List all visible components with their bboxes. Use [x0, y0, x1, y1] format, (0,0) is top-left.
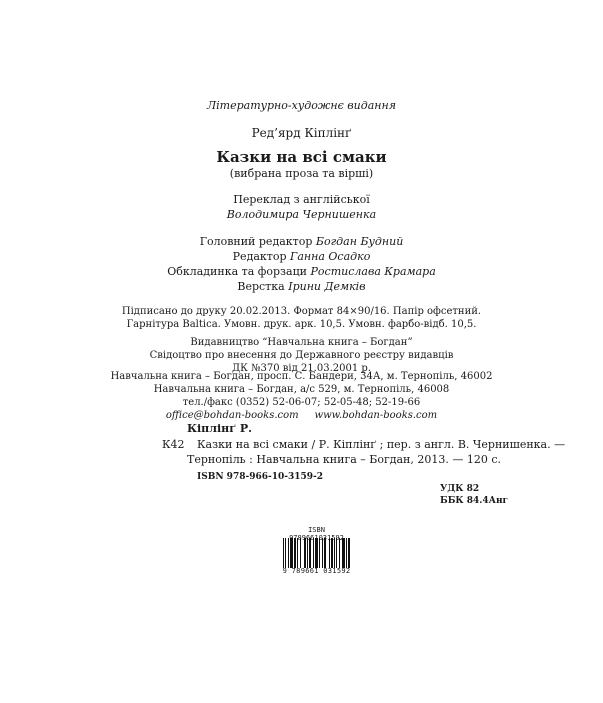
- address-line: Навчальна книга – Богдан, а/с 529, м. Тернопіль, 46008: [153, 384, 450, 395]
- book-title: Казки на всі смаки: [216, 148, 387, 166]
- translation-line: Переклад з англійської: [233, 193, 370, 206]
- bbk: ББК 84.4Анг: [440, 496, 509, 506]
- barcode-bar: [294, 538, 296, 568]
- barcode-bar: [324, 538, 326, 568]
- publisher-line: ДК №370 від 21.03.2001 р.: [232, 363, 371, 374]
- barcode-bar: [331, 538, 333, 568]
- barcode-bar: [346, 538, 347, 568]
- barcode-bar: [319, 538, 320, 568]
- catalog-entry: Казки на всі смаки / Р. Кіплінґ ; пер. з англ. В. Чернишенка. —: [197, 438, 566, 451]
- address-block: [0, 370, 603, 422]
- translator-name: Володимира Чернишенка: [226, 208, 377, 221]
- credit-chief-editor: [0, 235, 603, 248]
- address-line: Навчальна книга – Богдан, просп. С. Бандери, 34А, м. Тернопіль, 46002: [110, 371, 493, 382]
- barcode-bar: [348, 538, 350, 568]
- email-address: office@bohdan-books.com: [165, 410, 299, 421]
- book-subtitle: (вибрана проза та вірші): [229, 167, 374, 180]
- barcode-bar: [309, 538, 311, 568]
- publisher-line: Свідоцтво про внесення до Державного реєстру видавців: [149, 350, 454, 361]
- author-name: Ред’ярд Кіплінґ: [251, 126, 352, 140]
- barcode-bar: [283, 538, 284, 568]
- barcode-bar: [300, 538, 301, 568]
- credit-layout: [0, 280, 603, 293]
- credit-role: Верстка: [237, 280, 285, 293]
- catalog-author: Кіплінґ Р.: [187, 422, 252, 435]
- barcode-bar: [329, 538, 330, 568]
- catalog-code: К42: [162, 438, 185, 451]
- credit-name: Богдан Будний: [315, 235, 404, 248]
- credit-role: Головний редактор: [199, 235, 313, 248]
- udk: УДК 82: [440, 484, 480, 494]
- credit-role: Обкладинка та форзаци: [167, 265, 308, 278]
- credit-name: Ірини Демків: [288, 280, 366, 293]
- barcode-bar: [290, 538, 293, 568]
- credit-cover: [0, 265, 603, 278]
- barcode-bar: [339, 538, 340, 568]
- isbn-barcode: [279, 526, 354, 576]
- credit-role: Редактор: [232, 250, 287, 263]
- publisher-line: Видавництво “Навчальна книга – Богдан”: [190, 337, 413, 348]
- credit-editor: [0, 250, 603, 263]
- catalog-entry: Тернопіль : Навчальна книга – Богдан, 2013. — 120 с.: [187, 453, 502, 466]
- barcode-bar: [342, 538, 345, 568]
- credit-name: Ростислава Крамара: [310, 265, 436, 278]
- barcode-digits: 9 789661 031592: [282, 567, 351, 575]
- print-info: [0, 305, 603, 331]
- barcode-bar: [313, 538, 314, 568]
- barcode-bar: [315, 538, 318, 568]
- address-line: тел./факс (0352) 52-06-07; 52-05-48; 52-19-66: [182, 397, 421, 408]
- barcode-bar: [334, 538, 335, 568]
- barcode-bar: [297, 538, 298, 568]
- barcode-bar: [307, 538, 308, 568]
- print-info-line: Гарнітура Baltica. Умовн. друк. арк. 10,5. Умовн. фарбо-відб. 10,5.: [126, 319, 477, 330]
- series-label: Літературно-художнє видання: [206, 99, 397, 112]
- credit-name: Ганна Осадко: [290, 250, 371, 263]
- barcode-bar: [304, 538, 306, 568]
- barcode-bar: [288, 538, 289, 568]
- barcode-bar: [336, 538, 337, 568]
- barcode-bar: [322, 538, 323, 568]
- website-address: www.bohdan-books.com: [314, 410, 438, 421]
- contact-line: [0, 409, 603, 422]
- isbn: ISBN 978-966-10-3159-2: [197, 472, 324, 482]
- barcode-bar: [285, 538, 286, 568]
- barcode-isbn-text: ISBN: [308, 526, 325, 534]
- print-info-line: Підписано до друку 20.02.2013. Формат 84×90/16. Папір офсетний.: [121, 306, 482, 317]
